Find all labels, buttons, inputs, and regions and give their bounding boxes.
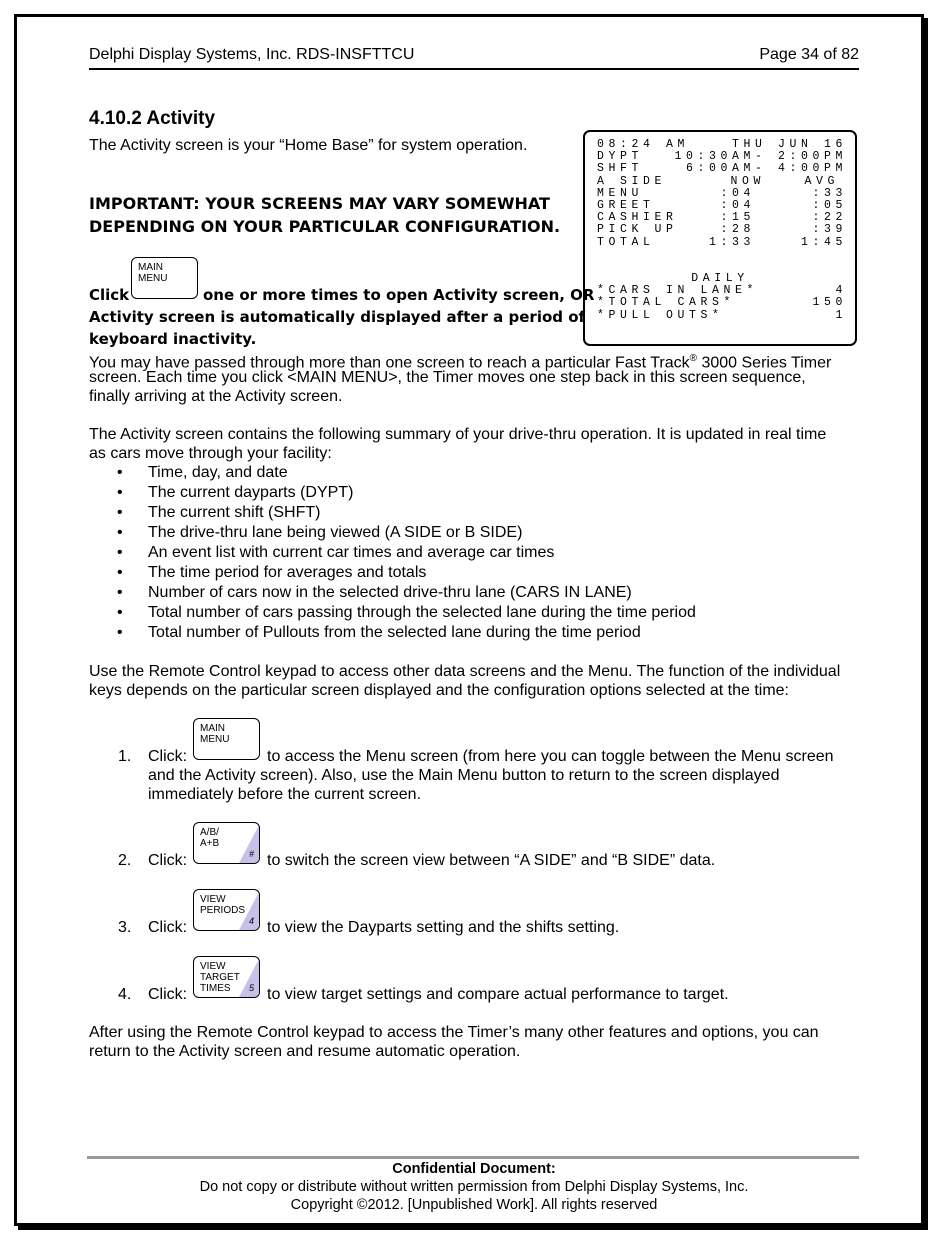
screen-event-label: PICK UP [597,223,678,237]
list-item: • Number of cars now in the selected drive-thru lane (CARS IN LANE) [89,583,696,603]
footer-line-1: Do not copy or distribute without written permission from Delphi Display Systems, Inc. [199,1179,749,1195]
paragraph-1-a: You may have passed through more than one screen to reach a particular Fast Track [89,354,690,372]
key-label-line: MAIN [200,723,225,734]
main-menu-key-icon [193,718,260,760]
paragraph-3: Use the Remote Control keypad to access other data screens and the Menu. The function of the individual [89,663,841,680]
key-number: 5 [248,983,254,993]
step-text: to view target settings and compare actual performance to target. [267,986,729,1003]
footer-line-2: Copyright ©2012. [Unpublished Work]. All rights reserved [290,1197,658,1213]
screen-event-avg: :33 [812,186,847,200]
screen-event-now: :28 [720,223,755,237]
screen-event-avg: :39 [812,223,847,237]
section-title: 4.10.2 Activity [89,108,216,129]
key-label-line: VIEW [200,894,226,905]
list-item: • Time, day, and date [89,463,696,483]
step-number: 2. [118,852,132,869]
list-item: • Total number of Pullouts from the selected lane during the time period [89,623,696,643]
step-click: Click: [148,919,188,936]
screen-event-now: :04 [720,186,755,200]
screen-avg-header: AVG [804,174,839,188]
screen-event-avg: :05 [812,198,847,212]
screen-time: 08:24 AM [597,138,690,151]
key-label-line: VIEW [200,961,226,972]
feature-list [89,463,696,643]
step-text: to access the Menu screen (from here you can toggle between the Menu screen [267,748,834,765]
paragraph-1-line2: screen. Each time you click <MAIN MENU>, the Timer moves one step back in this screen sequence, [89,369,806,386]
footer-title: Confidential Document: [392,1161,556,1177]
step-1-line2: and the Activity screen). Also, use the Main Menu button to return to the screen displayed [148,767,780,784]
key-label-line: A/B/ [200,827,219,838]
key-label-line: A+B [200,838,220,849]
activity-screen-display [583,130,857,346]
click-line-2: Activity screen is automatically displayed after a period of [89,308,586,326]
paragraph-1-line3: finally arriving at the Activity screen. [89,388,343,405]
step-number: 3. [118,919,132,936]
screen-event-now: 1:33 [708,235,755,249]
screen-date: THU JUN 16 [731,138,847,151]
step-text: to switch the screen view between “A SIDE” and “B SIDE” data. [267,852,716,869]
screen-total-value: 4 [835,284,847,298]
key-label-line: MAIN [138,262,163,273]
step-click: Click: [148,852,188,869]
paragraph-4: After using the Remote Control keypad to access the Timer’s many other features and options, you can [89,1024,819,1041]
header-page-number: Page 34 of 82 [759,46,859,63]
registered-mark: ® [689,353,698,364]
intro-text: The Activity screen is your “Home Base” for system operation. [89,137,528,154]
list-item: • The current shift (SHFT) [89,503,696,523]
screen-shft-label: SHFT [597,162,644,176]
screen-event-label: MENU [597,186,644,200]
screen-event-label: GREET [597,198,655,212]
key-number: # [248,849,254,859]
screen-event-label: TOTAL [597,235,655,249]
screen-total-label: *CARS IN LANE* [597,284,759,298]
footer-divider [87,1156,859,1159]
step-number: 4. [118,986,132,1003]
important-note: IMPORTANT: YOUR SCREENS MAY VARY SOMEWHAT DEPENDING ON YOUR PARTICULAR CONFIGURATION. [89,194,561,236]
click-line-3: keyboard inactivity. [89,330,257,348]
page-header [89,46,859,70]
step-number: 1. [118,748,132,765]
screen-total-value: 150 [812,296,847,310]
key-label-line: MENU [138,273,168,284]
view-periods-key-icon [193,889,260,931]
screen-event-now: :04 [720,198,755,212]
click-suffix: one or more times to open Activity screen, OR [203,286,595,304]
main-menu-key-icon [131,257,198,299]
click-prefix: Click [89,286,130,304]
screen-shft-value: 6:00AM- 4:00PM [685,162,847,176]
step-1-line3: immediately before the current screen. [148,786,422,803]
list-item: • The drive-thru lane being viewed (A SIDE or B SIDE) [89,523,696,543]
screen-daily: DAILY [691,272,749,286]
paragraph-3-line2: keys depends on the particular screen displayed and the configuration options selected at the time: [89,682,789,699]
paragraph-4-line2: return to the Activity screen and resume automatic operation. [89,1043,521,1060]
step-text: to view the Dayparts setting and the shifts setting. [267,919,620,936]
screen-event-avg: 1:45 [800,235,847,249]
key-label-line: TIMES [200,983,231,994]
header-left: Delphi Display Systems, Inc. RDS-INSFTTCU [89,46,415,63]
paragraph-1-b: 3000 Series Timer [697,354,832,372]
ab-key-icon [193,822,260,864]
key-label-line: PERIODS [200,905,246,916]
screen-event-now: :15 [720,211,755,225]
screen-dypt-value: 10:30AM- 2:00PM [674,150,847,164]
paragraph-2: The Activity screen contains the following summary of your drive-thru operation. It is updated in real time [89,426,827,443]
key-label-line: MENU [200,734,230,745]
screen-event-avg: :22 [812,211,847,225]
list-item: • The time period for averages and totals [89,563,696,583]
screen-dypt-label: DYPT [597,150,644,164]
key-number: 4 [248,916,254,926]
list-item: • Total number of cars passing through the selected lane during the time period [89,603,696,623]
screen-now-header: NOW [730,174,765,188]
list-item: • An event list with current car times and average car times [89,543,696,563]
screen-event-label: CASHIER [597,211,678,225]
key-label-line: TARGET [200,972,240,983]
screen-total-label: *PULL OUTS* [597,308,724,322]
screen-total-value: 1 [835,308,847,322]
screen-side: A SIDE [597,174,667,188]
step-click: Click: [148,748,188,765]
paragraph-2-line2: as cars move through your facility: [89,445,332,462]
screen-total-label: *TOTAL CARS* [597,296,736,310]
view-target-times-key-icon [193,956,260,998]
step-click: Click: [148,986,188,1003]
list-item: • The current dayparts (DYPT) [89,483,696,503]
